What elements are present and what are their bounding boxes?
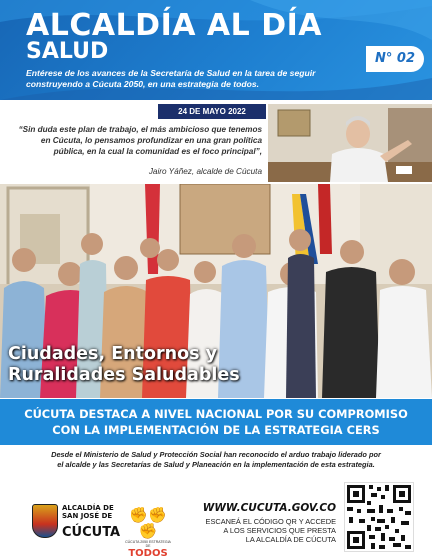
quote-author: Jairo Yáñez, alcalde de Cúcuta (148, 167, 262, 176)
people-group-icon: ✊✊✊ (129, 507, 167, 540)
headline-line-2: CON LA IMPLEMENTACIÓN DE LA ESTRATEGIA CERS (52, 423, 380, 437)
coat-of-arms-icon (32, 504, 58, 538)
qr-code-icon[interactable] (344, 482, 414, 552)
article-summary (10, 450, 422, 470)
qr-instructions-line-3: LA ALCALDÍA DE CÚCUTA (245, 535, 336, 544)
alcaldia-logo-text: ALCALDÍA DE SAN JOSÉ DE (62, 504, 114, 520)
alcaldia-cucuta-logo (32, 500, 121, 546)
mayor-portrait-photo (268, 104, 432, 182)
website-url[interactable]: WWW.CUCUTA.GOV.CO (202, 502, 336, 514)
headline-banner (0, 399, 432, 445)
qr-instructions (196, 517, 336, 544)
todos-logo-word: TODOS (128, 548, 168, 559)
newsletter-title: ALCALDÍA AL DÍA (26, 8, 322, 43)
todos-logo-caption: CÚCUTA 2050 ESTRATEGIA DE (125, 540, 171, 548)
date-badge: 24 DE MAYO 2022 (158, 104, 266, 119)
headline-line-1: CÚCUTA DESTACA A NIVEL NACIONAL POR SU COMPROMISO (24, 407, 408, 421)
qr-instructions-line-2: A LOS SERVICIOS QUE PRESTA (223, 526, 336, 535)
issue-number-badge: N° 02 (366, 46, 424, 72)
alcaldia-logo-city: CÚCUTA (62, 525, 121, 540)
newsletter-subtitle: Entérese de los avances de la Secretaría de Salud en la tarea de seguir construyendo a Cúcuta 2050, en una estrategia de todos. (26, 68, 316, 89)
mayor-quote: “Sin duda este plan de trabajo, el más ambicioso que tenemos en Cúcuta, lo pensamos profundizar en una gran política pública, en la cual la comunidad es el foco principal”, (18, 125, 262, 156)
summary-line-1: Desde el Ministerio de Salud y Protección Social han reconocido el arduo trabajo liderado por (51, 450, 381, 459)
cucuta-2050-logo (124, 507, 172, 559)
qr-instructions-line-1: ESCANEÁ EL CÓDIGO QR Y ACCEDE (205, 517, 336, 526)
summary-line-2: el alcalde y las Secretarías de Salud y Planeación en la implementación de esta estrategia. (57, 460, 375, 469)
newsletter-section-title: SALUD (26, 39, 109, 64)
photo-overlay-title: Ciudades, Entornos y Ruralidades Saludables (8, 344, 240, 385)
